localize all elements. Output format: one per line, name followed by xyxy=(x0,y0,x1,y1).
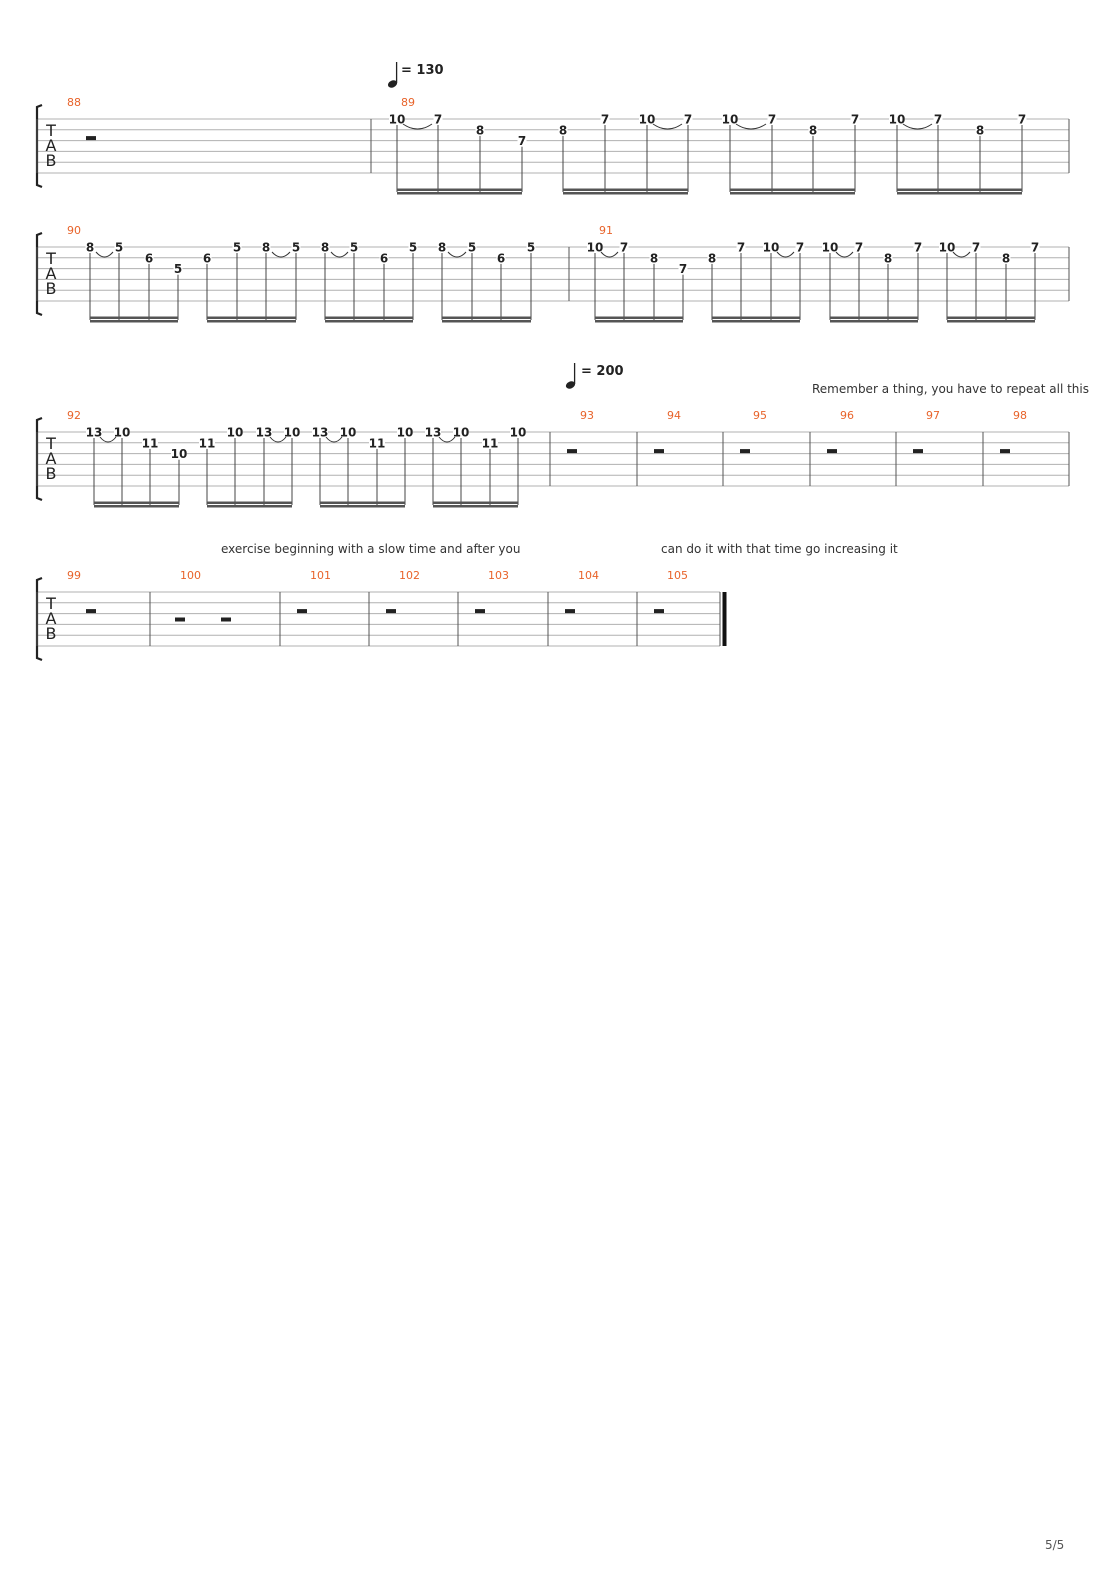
system-bracket xyxy=(37,105,42,187)
note-beam xyxy=(94,502,179,505)
note-group xyxy=(312,426,414,508)
fret-number: 8 xyxy=(975,123,985,138)
tempo-marking-200 xyxy=(565,363,624,390)
measure-number: 96 xyxy=(840,409,854,422)
half-rest-icon xyxy=(475,609,485,613)
slur-arc xyxy=(777,252,794,257)
fret-number: 7 xyxy=(619,240,629,255)
fret-number: 5 xyxy=(526,240,536,255)
note-group xyxy=(587,241,688,323)
measure-number: 91 xyxy=(599,224,613,237)
fret-number: 6 xyxy=(496,251,506,266)
fret-number: 8 xyxy=(320,240,330,255)
slur-arc xyxy=(272,252,290,257)
fret-number: 7 xyxy=(971,240,981,255)
fret-number: 13 xyxy=(255,425,273,440)
note-group xyxy=(559,113,693,195)
system-bracket xyxy=(37,233,42,315)
measure-number: 92 xyxy=(67,409,81,422)
fret-number: 10 xyxy=(452,425,470,440)
note-group xyxy=(939,241,1040,323)
note-group xyxy=(889,113,1027,195)
note-beam xyxy=(325,320,413,323)
annotation-text: exercise beginning with a slow time and after you xyxy=(221,542,521,556)
fret-number: 7 xyxy=(517,134,527,149)
fret-number: 5 xyxy=(114,240,124,255)
fret-number: 7 xyxy=(1030,240,1040,255)
half-rest-icon xyxy=(567,449,577,453)
half-rest-icon xyxy=(386,609,396,613)
half-rest-icon xyxy=(297,609,307,613)
note-beam xyxy=(897,189,1022,192)
note-group xyxy=(389,113,527,195)
note-beam xyxy=(730,192,855,195)
note-beam xyxy=(320,505,405,508)
fret-number: 7 xyxy=(854,240,864,255)
fret-number: 8 xyxy=(437,240,447,255)
tab-clef-letter: A xyxy=(45,609,57,628)
fret-number: 11 xyxy=(141,436,159,451)
measure-number: 88 xyxy=(67,96,81,109)
note-group xyxy=(425,426,527,508)
half-rest-icon xyxy=(654,609,664,613)
measure-number: 104 xyxy=(578,569,599,582)
note-beam xyxy=(563,192,688,195)
note-beam xyxy=(442,317,531,320)
fret-number: 7 xyxy=(683,112,693,127)
tab-clef-letter: T xyxy=(46,594,56,613)
fret-number: 11 xyxy=(368,436,386,451)
measure-number: 98 xyxy=(1013,409,1027,422)
note-group xyxy=(321,241,418,323)
note-group xyxy=(199,426,301,508)
fret-number: 5 xyxy=(291,240,301,255)
note-beam xyxy=(397,189,522,192)
tab-clef-letter: B xyxy=(45,279,57,298)
slur-arc xyxy=(448,252,466,257)
note-group xyxy=(86,241,183,323)
fret-number: 7 xyxy=(433,112,443,127)
note-beam xyxy=(712,320,800,323)
tab-clef-letter: B xyxy=(45,624,57,643)
note-group xyxy=(86,426,188,508)
slur-arc xyxy=(331,252,348,257)
slur-arc xyxy=(601,252,618,257)
fret-number: 8 xyxy=(883,251,893,266)
note-beam xyxy=(325,317,413,320)
note-beam xyxy=(442,320,531,323)
slur-arc xyxy=(903,124,932,129)
fret-number: 10 xyxy=(638,112,656,127)
note-beam xyxy=(947,320,1035,323)
slur-arc xyxy=(653,124,682,129)
half-rest-icon xyxy=(913,449,923,453)
fret-number: 10 xyxy=(762,240,780,255)
fret-number: 10 xyxy=(396,425,414,440)
tempo-text: = 200 xyxy=(581,364,624,379)
measure-number: 101 xyxy=(310,569,331,582)
tab-clef-letter: B xyxy=(45,464,57,483)
half-rest-icon xyxy=(565,609,575,613)
tab-clef-letter: A xyxy=(45,136,57,155)
half-rest-icon xyxy=(827,449,837,453)
measure-number: 90 xyxy=(67,224,81,237)
fret-number: 10 xyxy=(283,425,301,440)
note-beam xyxy=(730,189,855,192)
fret-number: 8 xyxy=(649,251,659,266)
slur-arc xyxy=(953,252,970,257)
tab-clef-letter: A xyxy=(45,264,57,283)
fret-number: 10 xyxy=(721,112,739,127)
note-beam xyxy=(207,320,296,323)
fret-number: 10 xyxy=(586,240,604,255)
fret-number: 5 xyxy=(349,240,359,255)
fret-number: 5 xyxy=(408,240,418,255)
note-group xyxy=(708,241,805,323)
fret-number: 10 xyxy=(170,447,188,462)
fret-number: 7 xyxy=(795,240,805,255)
measure-number: 93 xyxy=(580,409,594,422)
tempo-marking-130 xyxy=(387,62,444,89)
measure-number: 94 xyxy=(667,409,681,422)
fret-number: 7 xyxy=(678,262,688,277)
note-group xyxy=(822,241,923,323)
fret-number: 7 xyxy=(1017,112,1027,127)
fret-number: 10 xyxy=(888,112,906,127)
fret-number: 8 xyxy=(261,240,271,255)
fret-number: 5 xyxy=(232,240,242,255)
note-beam xyxy=(207,505,292,508)
half-rest-icon xyxy=(1000,449,1010,453)
tempo-text: = 130 xyxy=(401,63,444,78)
fret-number: 7 xyxy=(736,240,746,255)
note-beam xyxy=(207,502,292,505)
tab-system xyxy=(37,224,1069,323)
system-bracket xyxy=(37,578,42,660)
tab-system xyxy=(37,409,1069,508)
note-beam xyxy=(320,502,405,505)
fret-number: 6 xyxy=(144,251,154,266)
fret-number: 5 xyxy=(173,262,183,277)
note-beam xyxy=(94,505,179,508)
fret-number: 7 xyxy=(850,112,860,127)
fret-number: 11 xyxy=(198,436,216,451)
fret-number: 7 xyxy=(933,112,943,127)
fret-number: 10 xyxy=(113,425,131,440)
slur-arc xyxy=(403,124,432,129)
measure-number: 100 xyxy=(180,569,201,582)
measure-number: 89 xyxy=(401,96,415,109)
fret-number: 8 xyxy=(475,123,485,138)
fret-number: 7 xyxy=(913,240,923,255)
fret-number: 8 xyxy=(85,240,95,255)
half-rest-icon xyxy=(654,449,664,453)
note-beam xyxy=(207,317,296,320)
annotation-text: can do it with that time go increasing it xyxy=(661,542,898,556)
note-beam xyxy=(397,192,522,195)
fret-number: 13 xyxy=(85,425,103,440)
fret-number: 6 xyxy=(202,251,212,266)
note-group xyxy=(203,241,301,323)
tab-clef-letter: T xyxy=(46,249,56,268)
tab-clef-letter: B xyxy=(45,151,57,170)
fret-number: 6 xyxy=(379,251,389,266)
note-beam xyxy=(90,317,178,320)
note-beam xyxy=(595,320,683,323)
half-rest-icon xyxy=(175,618,185,622)
fret-number: 10 xyxy=(339,425,357,440)
fret-number: 8 xyxy=(558,123,568,138)
note-beam xyxy=(830,317,918,320)
note-beam xyxy=(712,317,800,320)
measure-number: 103 xyxy=(488,569,509,582)
half-rest-icon xyxy=(86,609,96,613)
measure-number: 102 xyxy=(399,569,420,582)
slur-arc xyxy=(836,252,853,257)
system-bracket xyxy=(37,418,42,500)
tab-clef-letter: A xyxy=(45,449,57,468)
half-rest-icon xyxy=(740,449,750,453)
note-beam xyxy=(433,502,518,505)
fret-number: 10 xyxy=(388,112,406,127)
note-group xyxy=(722,113,860,195)
note-beam xyxy=(947,317,1035,320)
fret-number: 10 xyxy=(821,240,839,255)
fret-number: 11 xyxy=(481,436,499,451)
tab-system xyxy=(37,569,727,660)
tab-system xyxy=(37,96,1069,195)
measure-number: 95 xyxy=(753,409,767,422)
fret-number: 7 xyxy=(767,112,777,127)
note-beam xyxy=(563,189,688,192)
fret-number: 13 xyxy=(311,425,329,440)
note-beam xyxy=(830,320,918,323)
slur-arc xyxy=(96,252,113,257)
fret-number: 8 xyxy=(707,251,717,266)
measure-number: 99 xyxy=(67,569,81,582)
tab-clef-letter: T xyxy=(46,434,56,453)
note-beam xyxy=(595,317,683,320)
slur-arc xyxy=(736,124,766,129)
note-beam xyxy=(90,320,178,323)
measure-number: 97 xyxy=(926,409,940,422)
half-rest-icon xyxy=(86,136,96,140)
note-beam xyxy=(897,192,1022,195)
tab-clef-letter: T xyxy=(46,121,56,140)
fret-number: 13 xyxy=(424,425,442,440)
fret-number: 10 xyxy=(509,425,527,440)
fret-number: 10 xyxy=(226,425,244,440)
fret-number: 8 xyxy=(1001,251,1011,266)
fret-number: 5 xyxy=(467,240,477,255)
fret-number: 8 xyxy=(808,123,818,138)
half-rest-icon xyxy=(221,618,231,622)
note-group xyxy=(438,241,536,323)
fret-number: 7 xyxy=(600,112,610,127)
annotation-text: Remember a thing, you have to repeat all this xyxy=(812,382,1089,396)
measure-number: 105 xyxy=(667,569,688,582)
page-number: 5/5 xyxy=(1045,1538,1065,1552)
final-barline xyxy=(723,592,727,646)
note-beam xyxy=(433,505,518,508)
fret-number: 10 xyxy=(938,240,956,255)
